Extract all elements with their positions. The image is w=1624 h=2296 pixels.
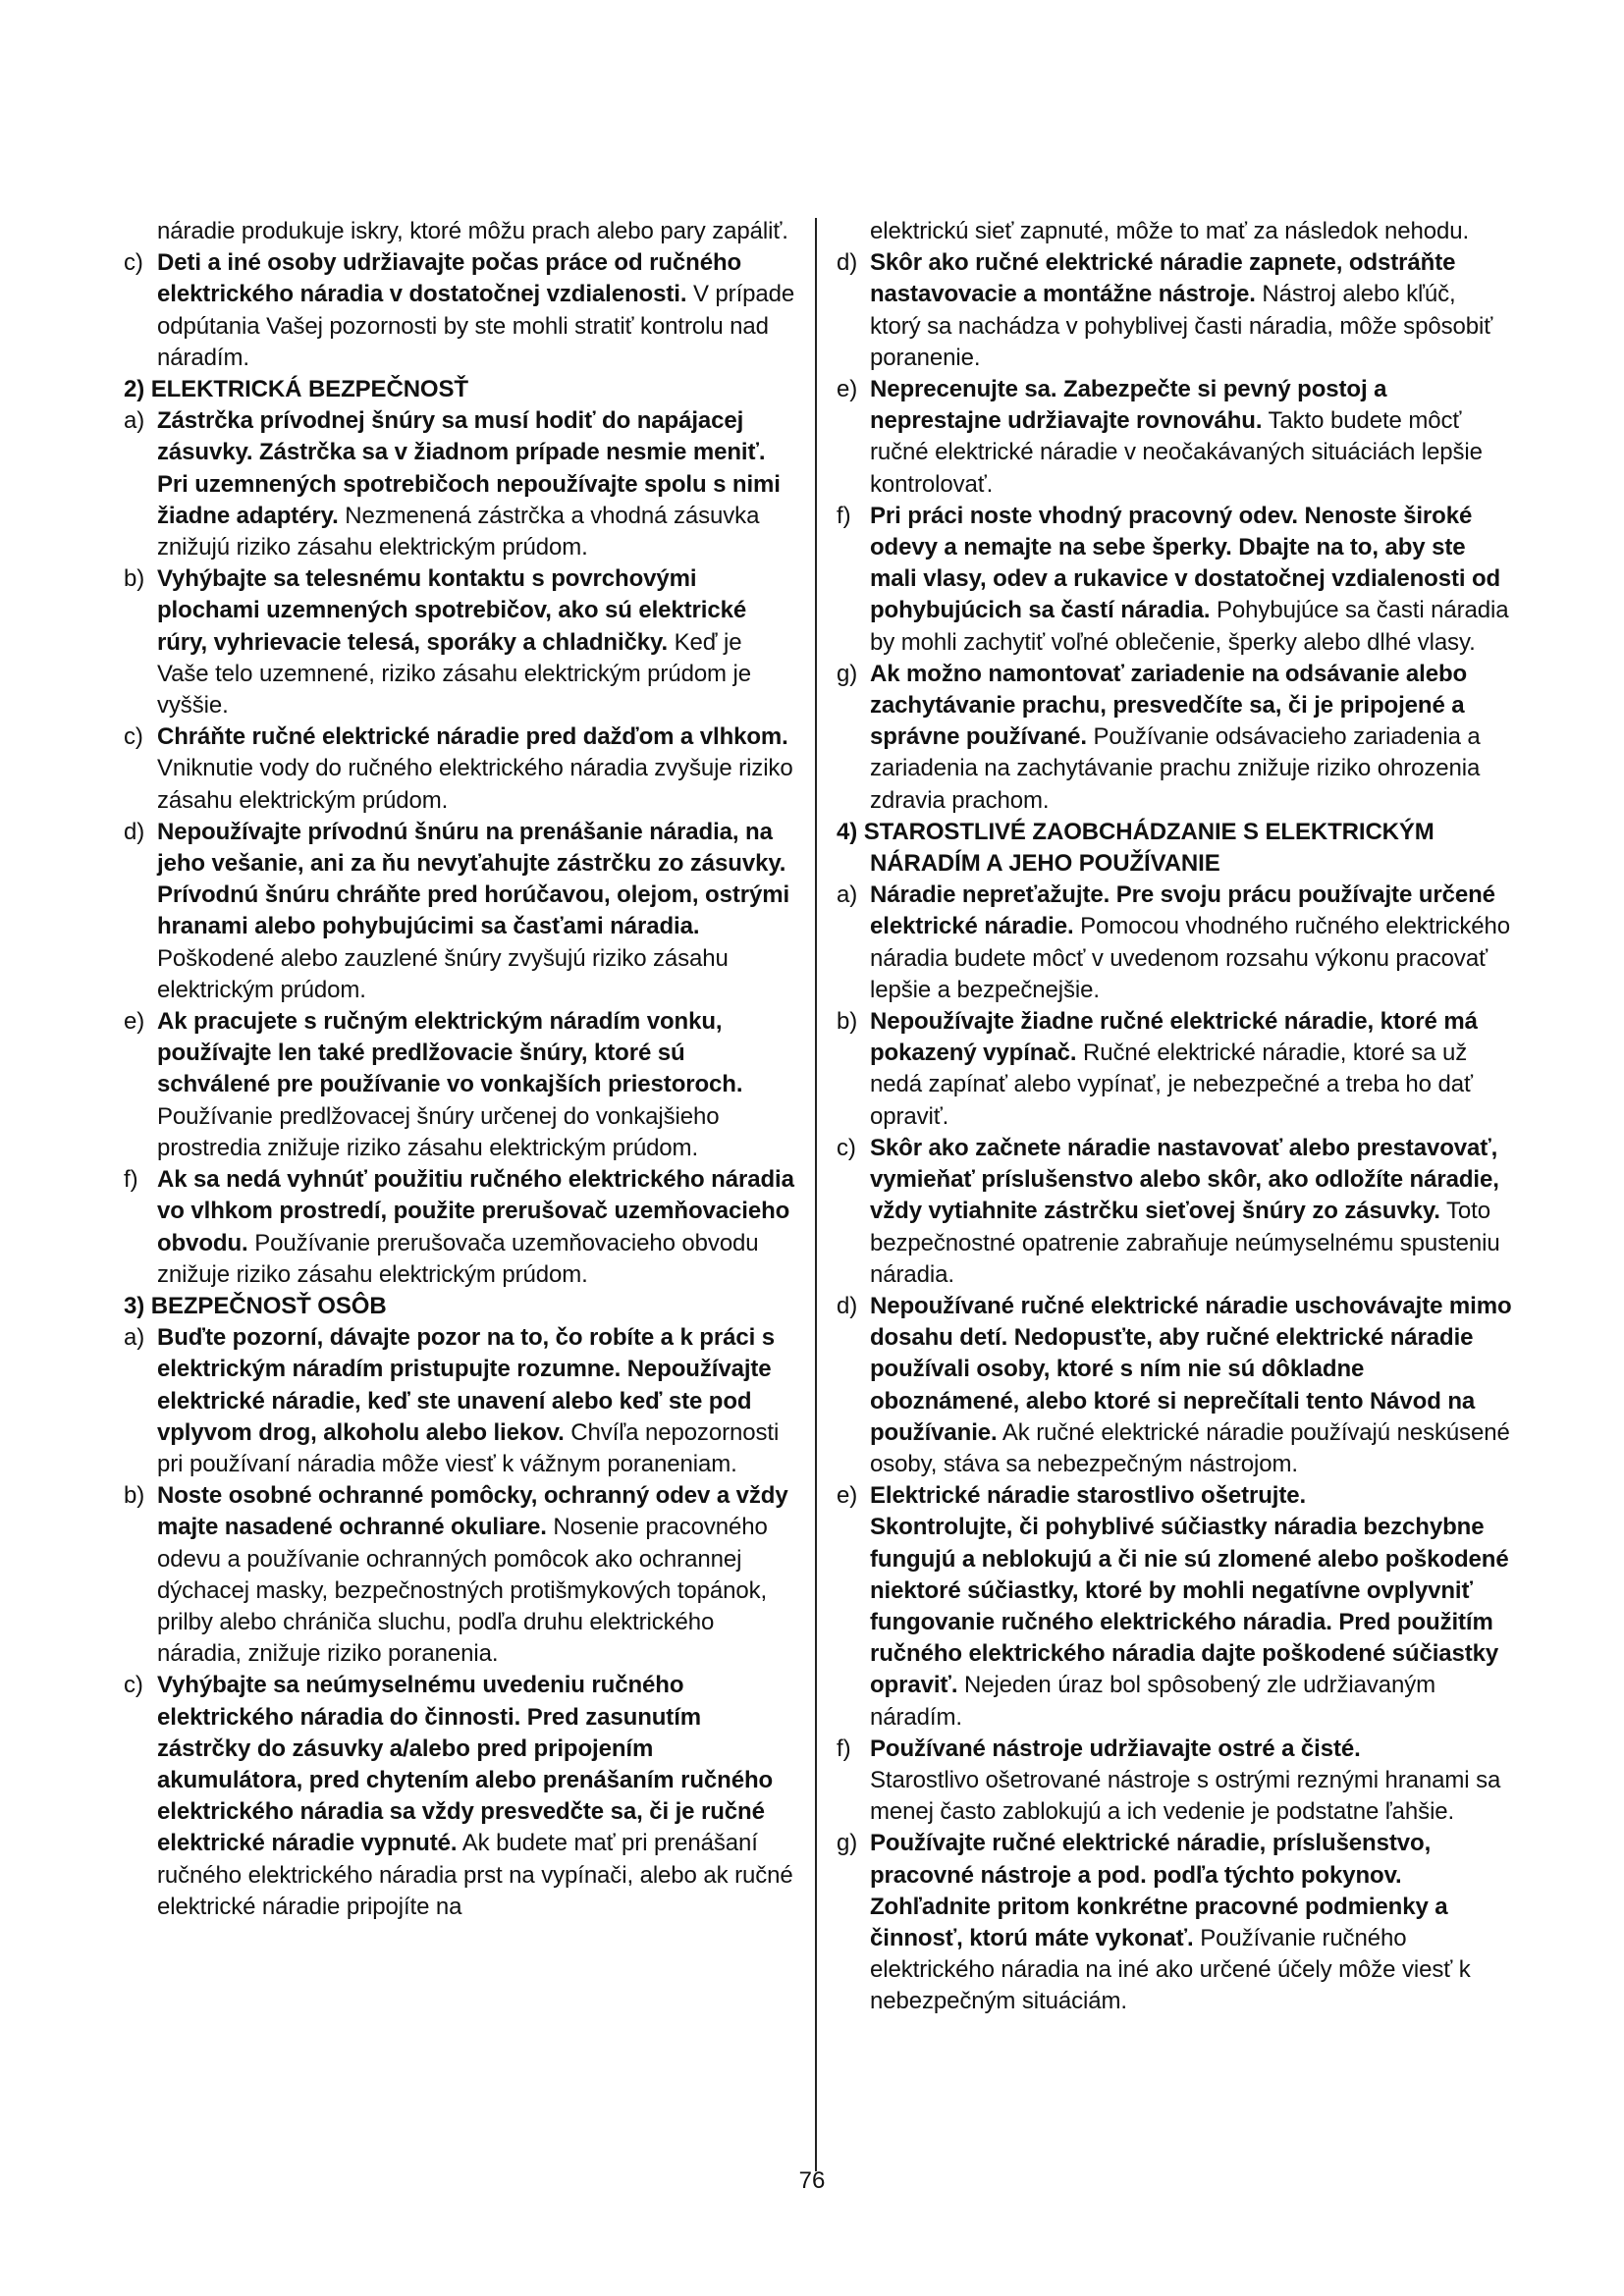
section-heading-electrical-safety: 2) ELEKTRICKÁ BEZPEČNOSŤ (124, 376, 468, 403)
list-item (122, 1480, 795, 1670)
item-bold-text: Buďte pozorní, dávajte pozor na to, čo robíte a k práci s elektrickým náradím pristupujte rozumne. Nepoužívajte elektrické náradie, keď ste unavení alebo keď ste pod vplyvom drog, alkoholu alebo liekov. (157, 1324, 775, 1446)
item-text: Poškodené alebo zauzlené šnúry zvyšujú riziko zásahu elektrickým prúdom. (157, 944, 729, 1003)
list-item (122, 721, 795, 817)
item-bold-text: Vyhýbajte sa telesnému kontaktu s povrchovými plochami uzemnených spotrebičov, ako sú elektrické rúry, vyhrievacie telesá, sporáky a chladničky. (157, 565, 747, 656)
item-bold-text: Pri práci noste vhodný pracovný odev. Nenoste široké odevy a nemajte na sebe šperky. Dbajte na to, aby ste mali vlasy, odev a rukavice v dostatočnej vzdialenosti od pohybujúcich sa častí náradia. (870, 502, 1501, 624)
list-item (835, 1480, 1512, 1734)
item-text: Ak budete mať pri prenášaní ručného elektrického náradia prst na vypínači, alebo ak ručné elektrické náradie pripojíte na (157, 1830, 793, 1920)
item-label: e) (124, 1008, 145, 1036)
section-heading-personal-safety: 3) BEZPEČNOSŤ OSÔB (124, 1292, 387, 1319)
item-bold-text: Deti a iné osoby udržiavajte počas práce od ručného elektrického náradia v dostatočnej vzdialenosti. (157, 249, 742, 308)
item-bold-text: Neprecenujte sa. Zabezpečte si pevný postoj a neprestajne udržiavajte rovnováhu. (870, 376, 1387, 435)
list-item (122, 563, 795, 721)
item-label: f) (837, 502, 851, 529)
section-heading-tool-care (835, 817, 1512, 848)
item-label: c) (124, 1672, 143, 1699)
list-item (835, 501, 1512, 659)
item-text: Nejeden úraz bol spôsobený zle udržiavaným náradím. (870, 1672, 1436, 1731)
item-label: c) (124, 723, 143, 751)
item-label: d) (837, 1292, 858, 1319)
page-number: 76 (798, 2167, 826, 2194)
item-text: Používanie predlžovacej šnúry určenej do vonkajšieho prostredia znižuje riziko zásahu elektrickým prúdom. (157, 1102, 720, 1161)
item-text: Používanie odsávacieho zariadenia a zariadenia na zachytávanie prachu znižuje riziko ohrozenia zdravia prachom. (870, 723, 1481, 814)
item-label: e) (837, 376, 858, 403)
item-bold-text: Skôr ako začnete náradie nastavovať alebo prestavovať, vymieňať príslušenstvo alebo skôr, ako odložíte náradie, vždy vytiahnite zástrčku sieťovej šnúry zo zásuvky. (870, 1134, 1499, 1225)
item-bold-text: Nepoužívané ručné elektrické náradie uschovávajte mimo dosahu detí. Nedopusťte, aby ručné elektrické náradie používali osoby, ktoré s ním nie sú dôkladne oboznámené, alebo ktoré si neprečítali tento Návod na používanie. (870, 1292, 1512, 1446)
item-text: Chvíľa nepozornosti pri používaní náradia môže viesť k vážnym poraneniam. (157, 1418, 780, 1477)
item-text: Ručné elektrické náradie, ktoré sa už nedá zapínať alebo vypínať, je nebezpečné a treba ho dať opraviť. (870, 1040, 1473, 1130)
column-divider (815, 218, 817, 2171)
list-item (835, 1006, 1512, 1133)
item-bold-text: Ak možno namontovať zariadenie na odsávanie alebo zachytávanie prachu, presvedčíte sa, či je pripojené a správne používané. (870, 660, 1468, 751)
item-bold-text: Používané nástroje udržiavajte ostré a čisté. (870, 1735, 1361, 1762)
list-item (122, 405, 795, 563)
list-item (835, 1291, 1512, 1480)
item-text: Používanie ručného elektrického náradia na iné ako určené účely môže viesť k nebezpečným situáciám. (870, 1924, 1471, 2015)
item-text: Ak ručné elektrické náradie používajú neskúsené osoby, stáva sa nebezpečným nástrojom. (870, 1418, 1510, 1477)
item-label: f) (124, 1166, 138, 1194)
item-text: Takto budete môcť ručné elektrické náradie v neočakávaných situáciách lepšie kontrolovať. (870, 407, 1483, 498)
list-item (835, 1133, 1512, 1291)
item-text: Nezmenená zástrčka a vhodná zásuvka znižujú riziko zásahu elektrickým prúdom. (157, 502, 760, 561)
item-text: Pohybujúce sa časti náradia by mohli zachytiť voľné oblečenie, šperky alebo dlhé vlasy. (870, 597, 1509, 656)
item-label: c) (837, 1134, 856, 1161)
item-bold-text: Používajte ručné elektrické náradie, príslušenstvo, pracovné nástroje a pod. podľa týchto pokynov. Zohľadnite pritom konkrétne pracovné podmienky a činnosť, ktorú máte vykonať. (870, 1830, 1448, 1951)
item-bold-text: Nepoužívajte prívodnú šnúru na prenášanie náradia, na jeho vešanie, ani za ňu nevyťahujte zástrčku zo zásuvky. Prívodnú šnúru chráňte pred horúčavou, olejom, ostrými hranami alebo pohybujúcimi sa časťami náradia. (157, 818, 790, 940)
list-item (122, 247, 795, 374)
section-heading-tool-care-cont (835, 848, 1512, 880)
item-label: d) (124, 818, 145, 845)
item-label: a) (124, 407, 145, 435)
list-item (122, 817, 795, 1006)
continuation-text: náradie produkuje iskry, ktoré môžu prach alebo pary zapáliť. (157, 218, 788, 244)
item-text: Používanie prerušovača uzemňovacieho obvodu znižuje riziko zásahu elektrickým prúdom. (157, 1229, 759, 1288)
list-item (835, 247, 1512, 374)
item-label: g) (837, 1830, 858, 1857)
item-text: Starostlivo ošetrované nástroje s ostrými reznými hranami sa menej často zablokujú a ich vedenie je podstatne ľahšie. (870, 1766, 1501, 1826)
item-bold-text: Skôr ako ručné elektrické náradie zapnete, odstráňte nastavovacie a montážne nástroje. (870, 249, 1456, 308)
item-bold-text: Chráňte ručné elektrické náradie pred dažďom a vlhkom. (157, 723, 788, 751)
item-text: Toto bezpečnostné opatrenie zabraňuje neúmyselnému spusteniu náradia. (870, 1198, 1500, 1288)
list-item (835, 374, 1512, 501)
section-heading-line: 4) STAROSTLIVÉ ZAOBCHÁDZANIE S ELEKTRICKÝM (837, 818, 1435, 845)
item-label: d) (837, 249, 858, 277)
item-label: f) (837, 1735, 851, 1762)
item-bold-text: Noste osobné ochranné pomôcky, ochranný odev a vždy majte nasadené ochranné okuliare. (157, 1482, 788, 1541)
item-bold-text: Nepoužívajte žiadne ručné elektrické náradie, ktoré má pokazený vypínač. (870, 1008, 1478, 1067)
item-bold-text: Skontrolujte, či pohyblivé súčiastky náradia bezchybne fungujú a neblokujú a či nie sú zlomené alebo poškodené niektoré súčiastky, ktoré by mohli negatívne ovplyvniť fungovanie ručného elektrického náradia. Pred použitím ručného elektrického náradia dajte poškodené súčiastky opraviť. (870, 1514, 1509, 1699)
list-item (122, 1322, 795, 1480)
list-item (122, 1164, 795, 1291)
right-column (835, 216, 1512, 2018)
item-label: b) (124, 565, 145, 593)
item-text: Vniknutie vody do ručného elektrického náradia zvyšuje riziko zásahu elektrickým prúdom. (157, 755, 793, 814)
item-bold-text: Vyhýbajte sa neúmyselnému uvedeniu ručného elektrického náradia do činnosti. Pred zasunutím zástrčky do zásuvky a/alebo pred pripojením akumulátora, pred chytením alebo prenášaním ručného elektrického náradia sa vždy presvedčte sa, či je ručné elektrické náradie vypnuté. (157, 1672, 774, 1857)
item-label: a) (124, 1324, 145, 1352)
item-label: a) (837, 881, 858, 909)
list-item (835, 880, 1512, 1006)
section-heading-line: NÁRADÍM A JEHO POUŽÍVANIE (870, 850, 1220, 878)
item-label: b) (837, 1008, 858, 1036)
continuation-text: elektrickú sieť zapnuté, môže to mať za následok nehodu. (870, 218, 1470, 244)
list-item (122, 1006, 795, 1164)
list-item (122, 1670, 795, 1923)
item-bold-text: Ak sa nedá vyhnúť použitiu ručného elektrického náradia vo vlhkom prostredí, použite prerušovač uzemňovacieho obvodu. (157, 1166, 794, 1256)
item-text: Nosenie pracovného odevu a používanie ochranných pomôcok ako ochrannej dýchacej masky, bezpečnostných protišmykových topánok, prilby alebo chrániča sluchu, podľa druhu elektrického náradia, znižuje riziko poranenia. (157, 1514, 768, 1668)
item-bold-text: Ak pracujete s ručným elektrickým náradím vonku, používajte len také predlžovacie šnúry, ktoré sú schválené pre používanie vo vonkajších priestoroch. (157, 1008, 743, 1098)
item-text: Keď je Vaše telo uzemnené, riziko zásahu elektrickým prúdom je vyššie. (157, 628, 752, 720)
item-bold-text: Zástrčka prívodnej šnúry sa musí hodiť do napájacej zásuvky. Zástrčka sa v žiadnom prípade nesmie meniť. Pri uzemnených spotrebičoch nepoužívajte spolu s nimi žiadne adaptéry. (157, 407, 781, 529)
item-label: b) (124, 1482, 145, 1510)
item-bold-text: Náradie nepreťažujte. Pre svoju prácu používajte určené elektrické náradie. (870, 881, 1495, 940)
list-item (835, 1828, 1512, 2017)
left-column (122, 216, 795, 1923)
item-label: c) (124, 249, 143, 277)
item-text: Pomocou vhodného ručného elektrického náradia budete môcť v uvedenom rozsahu výkonu pracovať lepšie a bezpečnejšie. (870, 913, 1511, 1003)
item-bold-text: Elektrické náradie starostlivo ošetrujte. (870, 1482, 1307, 1510)
item-text: V prípade odpútania Vašej pozornosti by ste mohli stratiť kontrolu nad náradím. (157, 281, 795, 371)
item-label: e) (837, 1482, 858, 1510)
list-item (835, 659, 1512, 817)
list-item (835, 1734, 1512, 1829)
item-label: g) (837, 660, 858, 687)
item-text: Nástroj alebo kľúč, ktorý sa nachádza v pohyblivej časti náradia, môže spôsobiť poranenie. (870, 281, 1493, 371)
